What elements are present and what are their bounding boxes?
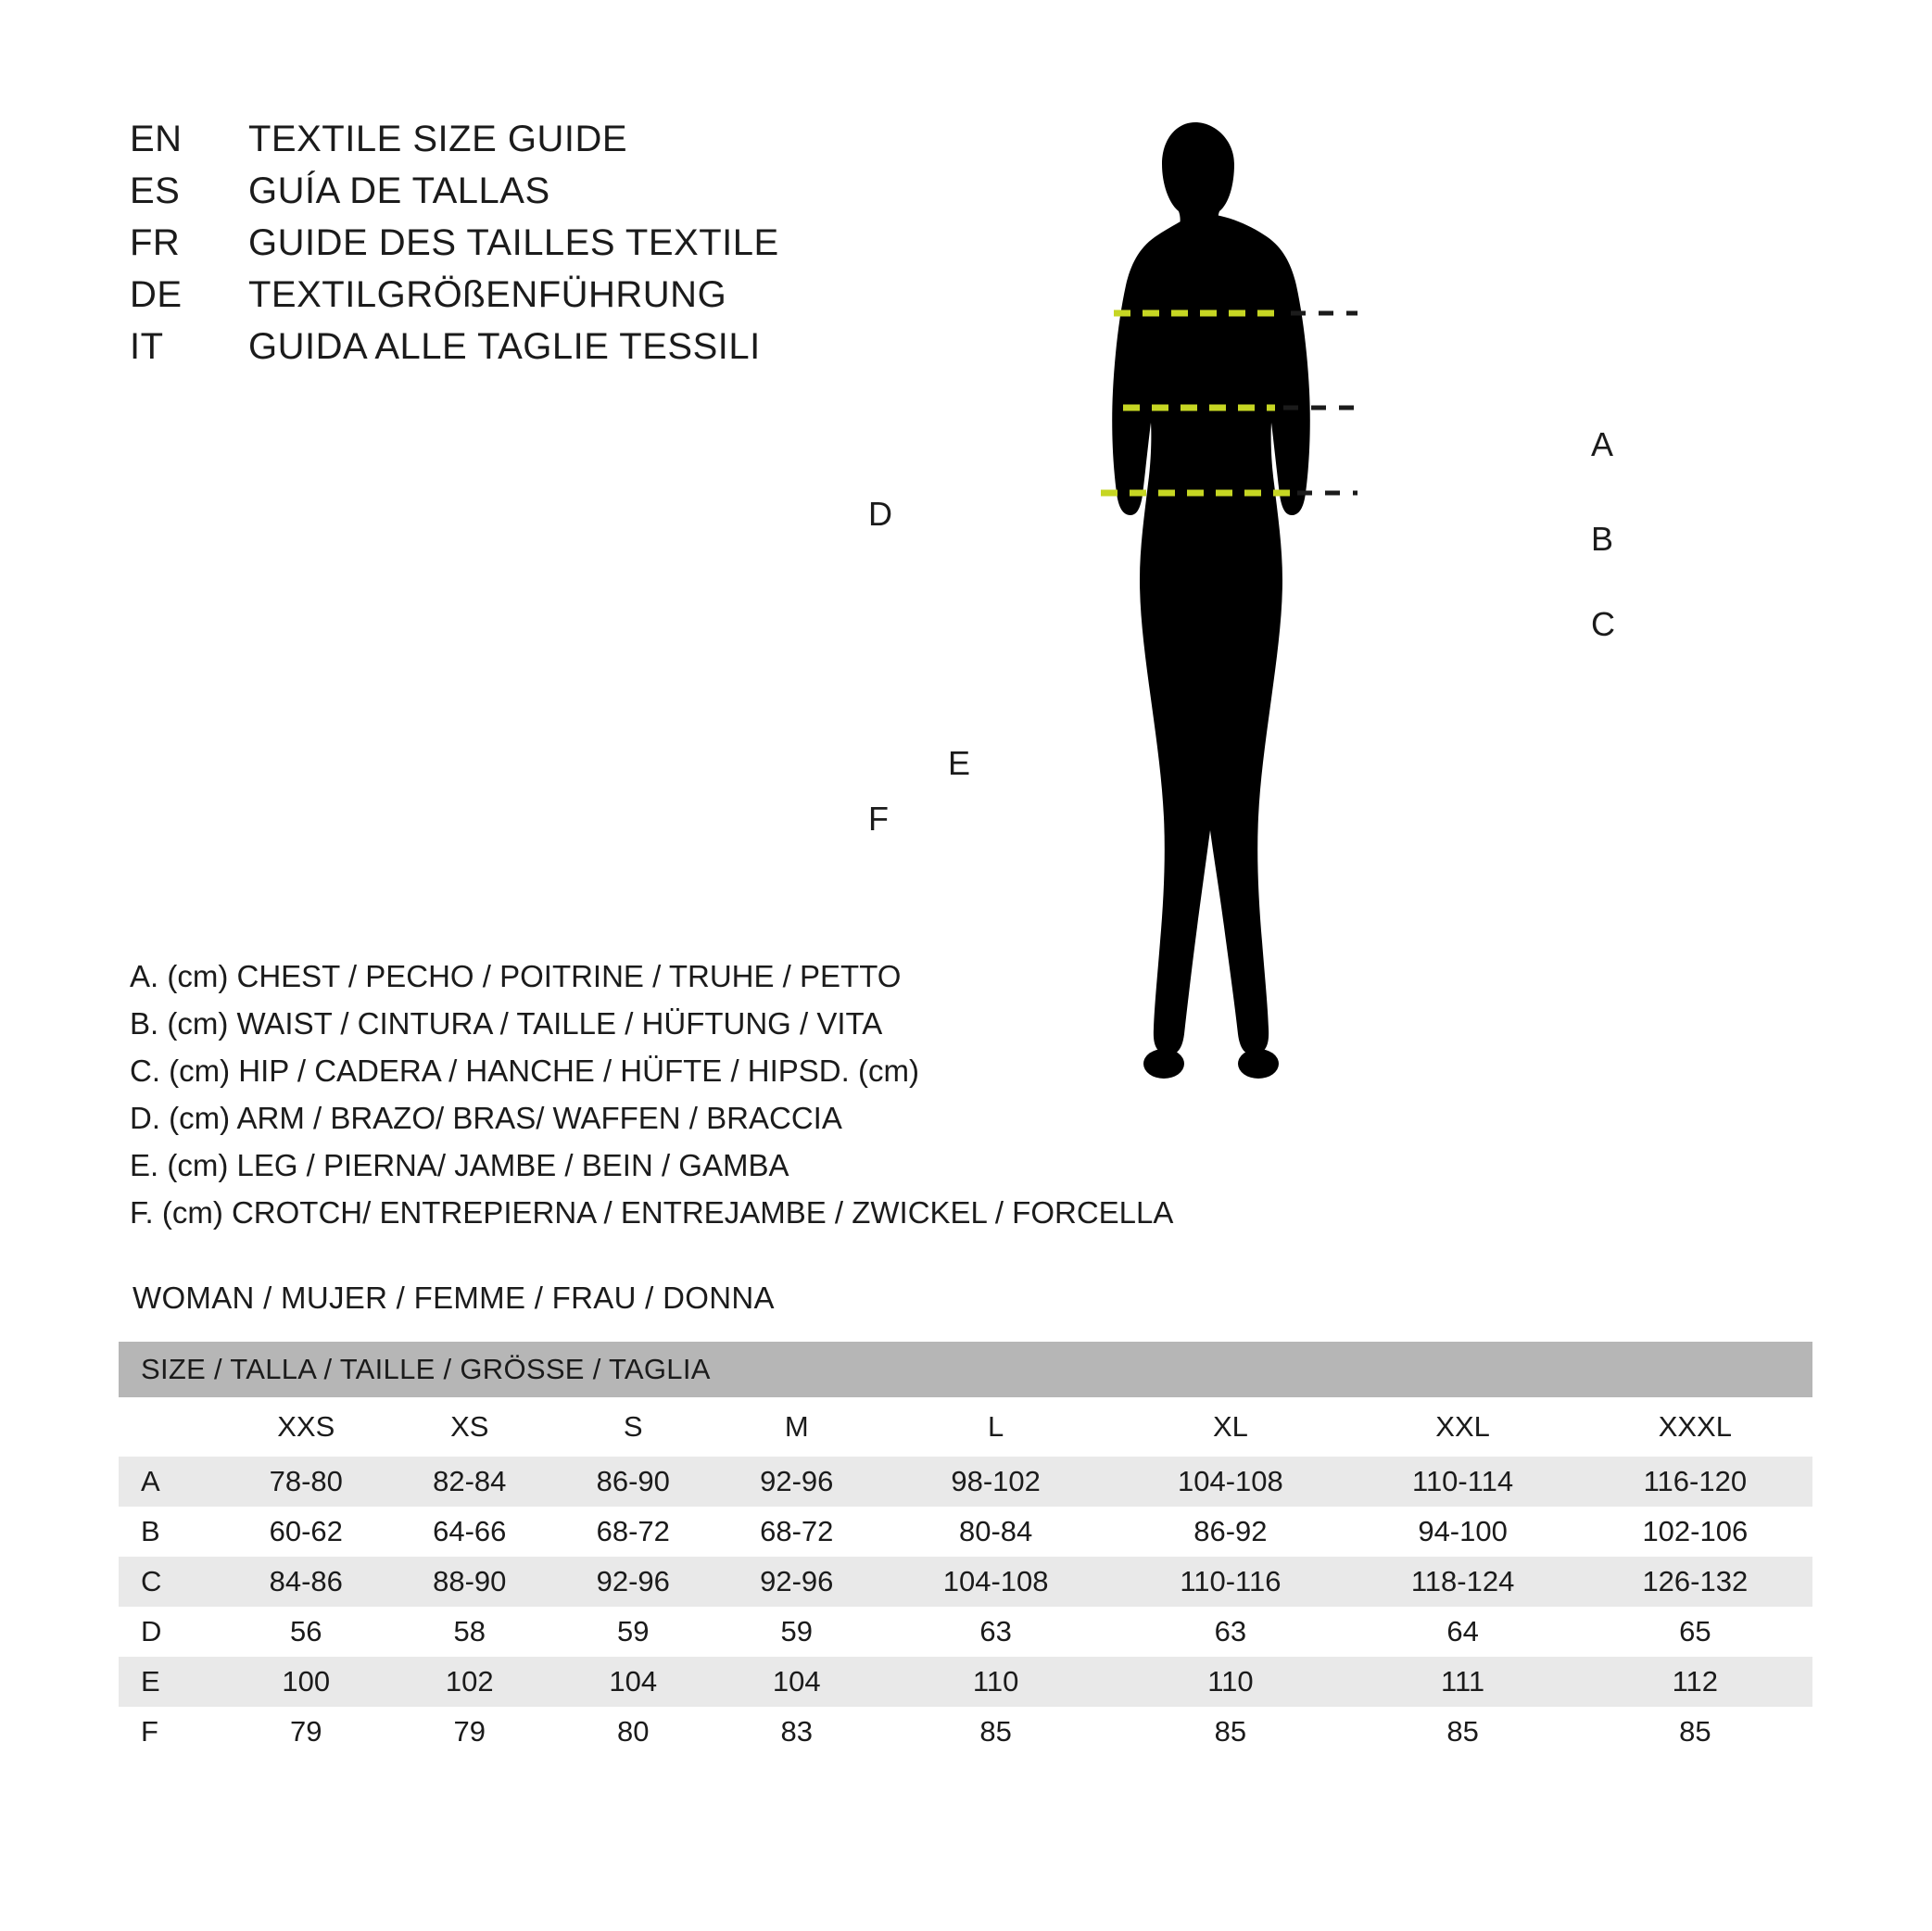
female-silhouette-svg [1093,65,1890,1288]
cell-d-s: 59 [551,1607,715,1657]
table-row [119,1507,1812,1557]
cell-b-s: 68-72 [551,1507,715,1557]
group-label: WOMAN / MUJER / FEMME / FRAU / DONNA [133,1281,775,1315]
table-row [119,1607,1812,1657]
cell-e-xxs: 100 [224,1657,388,1707]
cell-a-xxxl: 116-120 [1578,1457,1812,1507]
cell-c-xxl: 118-124 [1348,1557,1578,1607]
cell-f-m: 83 [715,1707,879,1757]
cell-b-xxs: 60-62 [224,1507,388,1557]
cell-f-xxxl: 85 [1578,1707,1812,1757]
legend-line-a: A. (cm) CHEST / PECHO / POITRINE / TRUHE / PETTO [130,959,902,993]
size-header-s: S [551,1397,715,1457]
cell-c-xl: 110-116 [1113,1557,1347,1607]
cell-b-m: 68-72 [715,1507,879,1557]
cell-b-xxl: 94-100 [1348,1507,1578,1557]
cell-b-xs: 64-66 [388,1507,552,1557]
cell-b-l: 80-84 [878,1507,1113,1557]
cell-f-l: 85 [878,1707,1113,1757]
row-label-b: B [119,1507,224,1557]
legend-block [130,953,1173,1236]
cell-c-m: 92-96 [715,1557,879,1607]
dimension-label-f: F [868,800,889,838]
title-row [130,274,779,326]
size-header-xxs: XXS [224,1397,388,1457]
table-row [119,1457,1812,1507]
cell-a-m: 92-96 [715,1457,879,1507]
size-table [119,1342,1812,1757]
cell-c-xs: 88-90 [388,1557,552,1607]
row-label-d: D [119,1607,224,1657]
cell-e-xs: 102 [388,1657,552,1707]
row-label-c: C [119,1557,224,1607]
cell-d-xxxl: 65 [1578,1607,1812,1657]
title-block [130,119,779,378]
cell-a-xs: 82-84 [388,1457,552,1507]
cell-a-xxs: 78-80 [224,1457,388,1507]
table-row [119,1657,1812,1707]
table-row [119,1707,1812,1757]
title-text-es: GUÍA DE TALLAS [248,170,550,211]
cell-e-s: 104 [551,1657,715,1707]
cell-d-xxs: 56 [224,1607,388,1657]
size-header-xxxl: XXXL [1578,1397,1812,1457]
title-text-it: GUIDA ALLE TAGLIE TESSILI [248,326,761,367]
title-lang-es: ES [130,170,181,211]
cell-c-xxxl: 126-132 [1578,1557,1812,1607]
cell-e-xxxl: 112 [1578,1657,1812,1707]
body-figure-diagram [868,65,1890,1288]
table-header-band-label: SIZE / TALLA / TAILLE / GRÖSSE / TAGLIA [119,1342,1812,1397]
cell-f-xs: 79 [388,1707,552,1757]
cell-a-xxl: 110-114 [1348,1457,1578,1507]
cell-f-xl: 85 [1113,1707,1347,1757]
dimension-label-d: D [868,495,892,533]
title-row [130,326,779,378]
cell-c-l: 104-108 [878,1557,1113,1607]
cell-b-xxxl: 102-106 [1578,1507,1812,1557]
cell-f-s: 80 [551,1707,715,1757]
female-silhouette-icon [1112,122,1310,1054]
cell-a-s: 86-90 [551,1457,715,1507]
title-text-en: TEXTILE SIZE GUIDE [248,119,628,159]
cell-e-xl: 110 [1113,1657,1347,1707]
legend-line-d: D. (cm) ARM / BRAZO/ BRAS/ WAFFEN / BRACCIA [130,1101,842,1135]
size-header-xxl: XXL [1348,1397,1578,1457]
cell-f-xxs: 79 [224,1707,388,1757]
cell-a-l: 98-102 [878,1457,1113,1507]
dimension-label-e: E [948,744,971,782]
size-header-xl: XL [1113,1397,1347,1457]
legend-line-f: F. (cm) CROTCH/ ENTREPIERNA / ENTREJAMBE / ZWICKEL / FORCELLA [130,1195,1174,1230]
title-row [130,119,779,170]
title-row [130,170,779,222]
cell-c-xxs: 84-86 [224,1557,388,1607]
row-label-f: F [119,1707,224,1757]
cell-d-xxl: 64 [1348,1607,1578,1657]
size-header-m: M [715,1397,879,1457]
title-lang-fr: FR [130,222,181,263]
cell-d-xs: 58 [388,1607,552,1657]
legend-line-b: B. (cm) WAIST / CINTURA / TAILLE / HÜFTUNG / VITA [130,1006,883,1041]
legend-line-c: C. (cm) HIP / CADERA / HANCHE / HÜFTE / HIPSD. (cm) [130,1054,919,1088]
cell-e-l: 110 [878,1657,1113,1707]
row-label-e: E [119,1657,224,1707]
cell-e-xxl: 111 [1348,1657,1578,1707]
title-row [130,222,779,274]
cell-d-xl: 63 [1113,1607,1347,1657]
measure-label-a: A [1591,425,1614,463]
row-label-a: A [119,1457,224,1507]
size-header-xs: XS [388,1397,552,1457]
measure-label-c: C [1591,605,1615,643]
cell-b-xl: 86-92 [1113,1507,1347,1557]
title-text-de: TEXTILGRÖßENFÜHRUNG [248,274,727,315]
cell-c-s: 92-96 [551,1557,715,1607]
table-row [119,1557,1812,1607]
cell-e-m: 104 [715,1657,879,1707]
title-text-fr: GUIDE DES TAILLES TEXTILE [248,222,779,263]
size-header-l: L [878,1397,1113,1457]
cell-f-xxl: 85 [1348,1707,1578,1757]
legend-line-e: E. (cm) LEG / PIERNA/ JAMBE / BEIN / GAMBA [130,1148,789,1182]
cell-a-xl: 104-108 [1113,1457,1347,1507]
table-size-header-row [119,1397,1812,1457]
cell-d-m: 59 [715,1607,879,1657]
title-lang-it: IT [130,326,164,367]
table-header-band [119,1342,1812,1397]
table-corner-cell [119,1397,224,1457]
title-lang-en: EN [130,119,183,159]
measure-label-b: B [1591,520,1614,558]
cell-d-l: 63 [878,1607,1113,1657]
title-lang-de: DE [130,274,183,315]
